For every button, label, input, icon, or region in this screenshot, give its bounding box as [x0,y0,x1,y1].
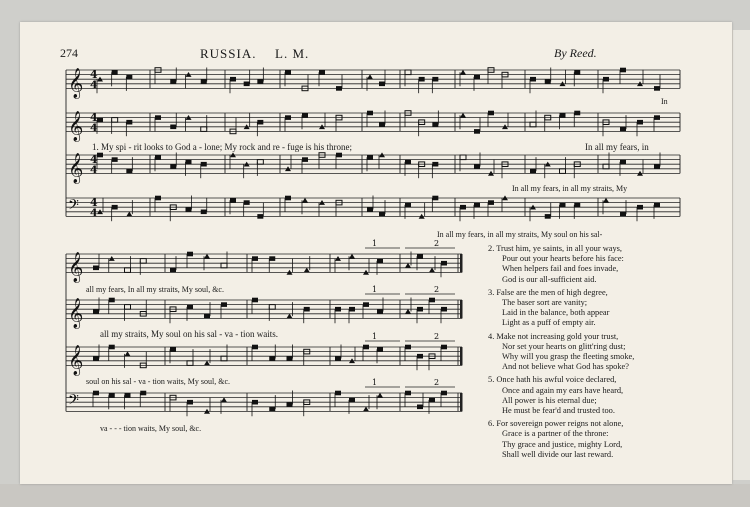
note-head [441,261,447,266]
note-head [429,298,435,303]
note-head [335,307,341,312]
ending-number-2: 2 [434,285,440,294]
verse-line: When helpers fail and foes invade, [502,264,619,274]
note-head [377,347,383,352]
ending-number-1: 1 [372,378,378,387]
note-head [367,155,373,160]
note-head [474,129,480,134]
time-signature-bottom: 4 [90,206,98,220]
tenor-lyric-line-2: soul on his sal - va - tion waits, My soul, &c. [86,377,230,386]
note-head [221,302,227,307]
treble-lyric-line-2: all my fears, In all my straits, My soul, &c. [86,285,224,294]
verses-block [488,244,718,463]
note-head [432,77,438,82]
note-head [244,200,250,205]
meter-label: L. M. [275,46,310,61]
note-head [363,407,369,412]
note-head [187,400,193,405]
verse-line: Shall well divide our last reward. [502,449,614,459]
note-head [432,122,438,127]
note-head [109,393,115,398]
note-head [155,196,161,201]
final-bar-thick [460,300,463,318]
note-head [488,200,494,205]
treble-clef-icon: 𝄞 [68,111,84,142]
verse-line: God is our all-sufficient aid. [502,274,597,284]
treble-clef-icon: 𝄞 [68,345,84,376]
verse-4 [488,332,718,373]
bass-clef-icon: 𝄢 [68,196,79,217]
note-head [603,77,609,82]
note-head [204,254,210,259]
note-head [474,164,480,169]
note-head [367,111,373,116]
note-head [257,79,263,84]
note-head [620,212,626,217]
note-head [620,160,626,165]
open-note-head [221,263,227,268]
open-note-head [530,122,536,127]
verse-3 [488,288,718,329]
note-head [201,210,207,215]
ending-number-2: 2 [434,239,440,248]
note-head [441,391,447,396]
note-head [363,302,369,307]
note-head [377,259,383,264]
verse-line: Pour out your hearts before his face: [502,254,624,264]
note-head [304,268,310,273]
note-head [432,162,438,167]
note-head [252,298,258,303]
note-head [155,155,161,160]
note-head [97,118,103,123]
note-head [349,307,355,312]
note-head [560,203,566,208]
clefs [68,67,83,411]
note-head [367,74,373,79]
note-head [336,86,342,91]
note-head [302,113,308,118]
time-signature-top: 4 [90,111,98,125]
final-bar-thick [460,347,463,365]
verse-line: He must be fear'd and trusted too. [502,406,615,416]
verse-line: Thy grace and justice, mighty Lord, [502,439,623,449]
alto-lyric-line-1-right: In all my fears, in [585,142,649,152]
note-head [417,354,423,359]
treble-clef-icon: 𝄞 [68,252,84,283]
note-head [377,309,383,314]
note-head [405,309,411,314]
note-head [349,398,355,403]
open-note-head [187,361,193,366]
note-head [93,309,99,314]
verse-line: 4. Make not increasing gold your trust, [488,331,619,341]
time-signature-bottom: 4 [90,121,98,135]
note-head [432,196,438,201]
note-head [405,160,411,165]
treble-clef-icon: 𝄞 [68,298,84,329]
note-head [417,254,423,259]
note-head [379,212,385,217]
open-note-head [603,164,609,169]
note-head [654,86,660,91]
note-head [186,160,192,165]
open-note-head [257,160,263,165]
note-head [637,205,643,210]
ending-number-1: 1 [372,285,378,294]
note-head [545,79,551,84]
note-head [269,256,275,261]
note-head [637,120,643,125]
note-head [170,268,176,273]
note-head [97,153,103,158]
note-head [126,120,132,125]
bass-clef-icon: 𝄢 [68,391,79,412]
note-head [204,314,210,319]
ending-number-1: 1 [372,332,378,341]
note-head [109,345,115,350]
note-head [109,298,115,303]
note-head [417,307,423,312]
ending-number-2: 2 [434,332,440,341]
note-head [269,407,275,412]
note-head [460,70,466,75]
open-note-head [125,268,131,273]
note-head [140,391,146,396]
note-head [170,164,176,169]
note-head [252,256,258,261]
note-head [126,169,132,174]
time-signature-bottom: 4 [90,78,98,92]
note-head [170,79,176,84]
note-head [252,345,258,350]
time-signature-top: 4 [90,196,98,210]
note-head [474,203,480,208]
verse-line: 5. Once hath his awful voice declared, [488,375,617,385]
verse-6 [488,419,718,460]
treble-clef-icon: 𝄞 [68,153,84,184]
final-bar-thick [460,254,463,272]
note-head [112,70,118,75]
tenor-lyric-line-1: In all my fears, in all my straits, My [512,184,628,193]
note-head [186,207,192,212]
note-head [155,115,161,120]
note-head [112,205,118,210]
note-head [204,361,210,366]
note-head [257,214,263,219]
note-head [269,356,275,361]
note-head [252,400,258,405]
note-head [377,393,383,398]
note-head [419,77,425,82]
verse-line: 3. False are the men of high degree, [488,287,608,297]
note-head [530,169,536,174]
note-head [654,115,660,120]
note-head [201,79,207,84]
note-head [474,75,480,80]
note-head [93,266,99,271]
note-head [319,70,325,75]
note-head [574,70,580,75]
bass-lyric-line-1: In all my fears, in all my straits, My soul on his sal- [437,230,603,239]
note-head [460,205,466,210]
note-head [429,398,435,403]
verse-line: And not believe what God has spoke? [502,362,629,372]
note-head [405,203,411,208]
note-head [654,164,660,169]
note-head [620,127,626,132]
page-number: 274 [60,46,78,60]
note-head [125,393,131,398]
note-head [417,405,423,410]
open-note-head [221,356,227,361]
note-head [441,345,447,350]
note-head [230,198,236,203]
note-head [285,115,291,120]
note-head [530,77,536,82]
note-head [335,356,341,361]
note-head [363,345,369,350]
note-head [654,203,660,208]
note-head [287,314,293,319]
note-head [574,111,580,116]
treble-cue-lyric: In [661,97,668,106]
bass-lyric-line-2: va - - - tion waits, My soul, &c. [100,424,202,433]
note-head [545,214,551,219]
note-head [620,68,626,73]
note-head [126,212,132,217]
note-head [302,198,308,203]
note-head [460,113,466,118]
note-head [488,111,494,116]
alto-lyric-line-2: all my straits, My soul on his sal - va - tion waits. [100,329,278,339]
verse-line: Light as a puff of empty air. [502,318,596,328]
open-note-head [140,259,146,264]
note-head [560,113,566,118]
verse-line: Once and again my ears have heard, [502,385,624,395]
note-head [126,75,132,80]
time-signature-bottom: 4 [90,163,98,177]
note-head [367,207,373,212]
note-head [304,307,310,312]
note-head [405,345,411,350]
verse-2 [488,244,718,285]
open-note-head [560,169,566,174]
note-head [379,122,385,127]
note-head [441,307,447,312]
note-head [287,356,293,361]
alto-lyric-line-1: 1. My spi - rit looks to God a - lone; My rock and re - fuge is his throne; [92,142,352,152]
open-note-head [460,155,466,160]
note-head [187,252,193,257]
note-head [287,402,293,407]
final-bar-thick [460,393,463,411]
note-head [285,70,291,75]
note-head [379,82,385,87]
composer-credit: By Reed. [554,46,597,60]
note-head [603,198,609,203]
note-head [170,125,176,130]
note-head [405,391,411,396]
verse-5 [488,375,718,416]
note-head [302,157,308,162]
note-head [244,82,250,87]
note-head [221,397,227,402]
note-head [257,120,263,125]
open-note-head [201,127,207,132]
note-head [285,196,291,201]
treble-clef-icon: 𝄞 [68,68,84,99]
note-head [93,391,99,396]
note-head [93,356,99,361]
verse-line: All power is his eternal due; [502,395,597,405]
verse-line: The baser sort are vanity; [502,298,588,308]
note-head [335,391,341,396]
note-head [112,157,118,162]
note-head [405,263,411,268]
verse-line: Laid in the balance, both appear [502,308,610,318]
open-note-head [269,305,275,310]
note-head [429,268,435,273]
note-head [349,254,355,259]
tune-title: RUSSIA. [200,46,257,61]
time-signature-top: 4 [90,153,98,167]
ending-number-1: 1 [372,239,378,248]
note-head [574,203,580,208]
verse-line: 6. For sovereign power reigns not alone, [488,419,624,429]
ending-number-2: 2 [434,378,440,387]
open-note-head [125,305,131,310]
open-note-head [405,70,411,75]
note-head [336,153,342,158]
note-head [201,162,207,167]
note-head [187,305,193,310]
open-note-head [112,118,118,123]
note-head [230,77,236,82]
verse-line: Nor set your hearts on glitt'ring dust; [502,341,626,351]
time-signature-top: 4 [90,68,98,82]
note-head [125,351,131,356]
verse-line: Why will you grasp the fleeting smoke, [502,352,635,362]
note-head [170,347,176,352]
verse-line: 2. Trust him, ye saints, in all your ways, [488,244,623,253]
verse-line: Grace is a partner of the throne: [502,429,609,439]
